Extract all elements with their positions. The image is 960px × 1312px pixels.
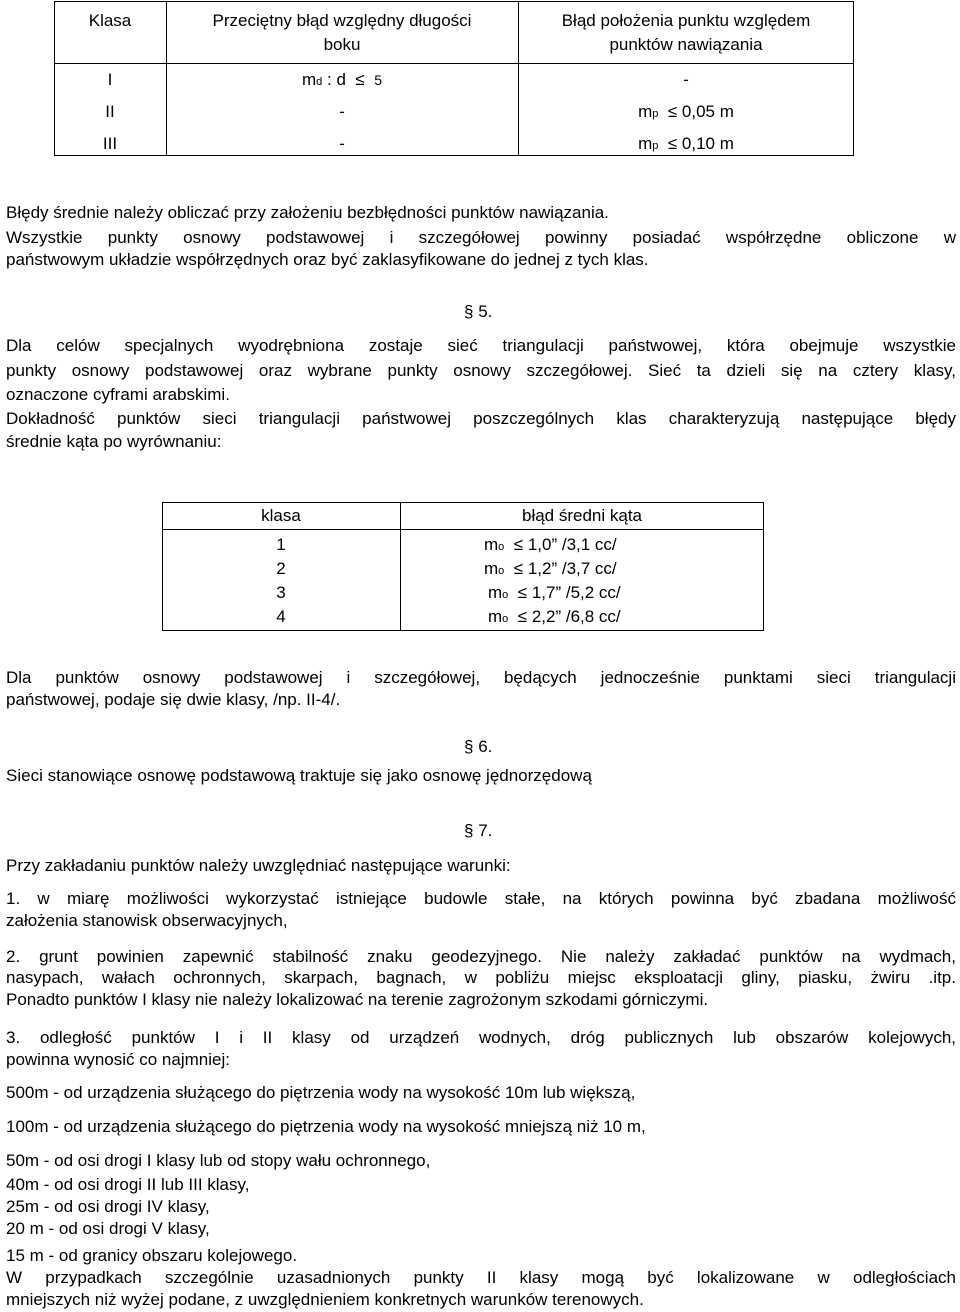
paragraph-coordinates-line1: Wszystkie punkty osnowy podstawowej i szczegółowej powinny posiadać współrzędne obliczone w: [6, 228, 956, 247]
leq-symbol: ≤: [667, 102, 678, 121]
paragraph-exceptions-line2: mniejszych niż wyżej podane, z uwzględnieniem konkretnych warunków terenowych.: [6, 1290, 644, 1309]
section-number: 5.: [478, 302, 493, 321]
value: 1,2” /3,7 cc/: [527, 559, 617, 578]
section-number: 7.: [478, 821, 493, 840]
value: 1,0” /3,1 cc/: [527, 535, 617, 554]
distance-item: 500m - od urządzenia służącego do piętrzenia wody na wysokość 10m lub większą,: [6, 1083, 636, 1102]
distance-item: 25m - od osi drogi IV klasy,: [6, 1197, 210, 1216]
section-5-heading: [464, 302, 492, 322]
condition-3-line2: powinna wynosić co najmniej:: [6, 1050, 230, 1069]
distance-item: 20 m - od osi drogi V klasy,: [6, 1219, 210, 1238]
table1-header-position-error-line1: Błąd położenia punktu względem: [561, 11, 811, 30]
symbol-m: m: [638, 102, 653, 121]
symbol-m: m: [484, 535, 499, 554]
value: 2,2” /6,8 cc/: [531, 607, 621, 626]
class-table-header-rule: [54, 63, 854, 64]
condition-2-line1: 2. grunt powinien zapewnić stabilność znaku geodezyjnego. Nie należy zakładać punktów na wydmach,: [6, 947, 956, 966]
paragraph-basic-network: Sieci stanowiące osnowę podstawową traktuje się jako osnowę jędnorzędową: [6, 766, 592, 785]
value: 5: [374, 72, 382, 88]
section-sign: §: [464, 821, 474, 840]
condition-1-line1: 1. w miarę możliwości wykorzystać istniejące budowle stałe, na których powinna być zbadana możliwość: [6, 889, 956, 908]
subscript: d: [316, 76, 323, 88]
symbol-d: : d: [327, 70, 346, 89]
symbol-m: m: [488, 583, 503, 602]
paragraph-coordinates-line2: państwowym układzie współrzędnych oraz być zaklasyfikowane do jednej z tych klas.: [6, 250, 649, 269]
paragraph-exceptions-line1: W przypadkach szczególnie uzasadnionych punkty II klasy mogą być lokalizowane w odległościach: [6, 1268, 956, 1287]
table2-row-klasa: 4: [276, 607, 286, 626]
table1-header-position-error-line2: punktów nawiązania: [609, 35, 763, 54]
leq-symbol: ≤: [513, 559, 524, 578]
table2-row-angle-error: [488, 583, 621, 603]
table1-row-length-error: [166, 70, 518, 90]
table2-header-klasa: klasa: [261, 506, 301, 525]
condition-1-line2: założenia stanowisk obserwacyjnych,: [6, 911, 288, 930]
condition-2-line2: nasypach, wałach ochronnych, skarpach, bagnach, w pobliżu miejsc eksploatacji gliny, piasku, żwiru .itp.: [6, 968, 956, 987]
leq-symbol: ≤: [517, 607, 528, 626]
subscript: p: [652, 108, 659, 120]
symbol-m: m: [488, 607, 503, 626]
table1-header-position-error: [518, 11, 854, 55]
table1-row-position-error: [518, 134, 854, 154]
table1-header-length-error-line2: boku: [323, 35, 361, 54]
table2-row-klasa: 1: [276, 535, 286, 554]
paragraph-triangulation-line2: punkty osnowy podstawowej oraz wybrane punkty osnowy szczegółowej. Sieć ta dzieli się na cztery klasy,: [6, 361, 956, 380]
section-6-heading: [464, 737, 492, 757]
paragraph-triangulation-line1: Dla celów specjalnych wyodrębniona zostaje sieć triangulacji państwowej, która obejmuje wszystkie: [6, 336, 956, 355]
table2-row-klasa: 3: [276, 583, 286, 602]
section-sign: §: [464, 737, 474, 756]
subscript: p: [652, 140, 659, 152]
table2-row-angle-error: [484, 559, 617, 579]
leq-symbol: ≤: [517, 583, 528, 602]
condition-2-line3: Ponadto punktów I klasy nie należy lokalizować na terenie zagrożonym szkodami górniczymi.: [6, 990, 709, 1009]
distance-item: 15 m - od granicy obszaru kolejowego.: [6, 1246, 298, 1265]
distance-item: 40m - od osi drogi II lub III klasy,: [6, 1175, 250, 1194]
paragraph-dual-class-line1: Dla punktów osnowy podstawowej i szczegółowej, będących jednocześnie punktami sieci triangulacji: [6, 668, 956, 687]
paragraph-accuracy-line1: Dokładność punktów sieci triangulacji państwowej poszczególnych klas charakteryzują następujące błędy: [6, 409, 956, 428]
value: 1,7” /5,2 cc/: [531, 583, 621, 602]
table1-row-klasa: II: [105, 102, 115, 121]
paragraph-dual-class-line2: państwowej, podaje się dwie klasy, /np. II-4/.: [6, 690, 341, 709]
table1-header-klasa: Klasa: [88, 11, 132, 30]
symbol-m: m: [302, 70, 317, 89]
leq-symbol: ≤: [667, 134, 678, 153]
section-7-heading: [464, 821, 492, 841]
table2-row-angle-error: [488, 607, 621, 627]
subscript: o: [498, 565, 505, 577]
distance-item: 50m - od osi drogi I klasy lub od stopy wału ochronnego,: [6, 1151, 431, 1170]
table1-header-length-error: [166, 11, 518, 55]
table1-row-length-error: -: [339, 134, 345, 153]
leq-symbol: ≤: [513, 535, 524, 554]
section-number: 6.: [478, 737, 493, 756]
leq-symbol: ≤: [355, 70, 365, 89]
paragraph-triangulation-line3: oznaczone cyframi arabskimi.: [6, 385, 230, 404]
table1-header-length-error-line1: Przeciętny błąd względny długości: [212, 11, 472, 30]
table1-row-length-error: -: [339, 102, 345, 121]
condition-3-line1: 3. odległość punktów I i II klasy od urządzeń wodnych, dróg publicznych lub obszarów kolejowych,: [6, 1028, 956, 1047]
table1-row-klasa: III: [102, 134, 118, 153]
section-sign: §: [464, 302, 474, 321]
distance-item: 100m - od urządzenia służącego do piętrzenia wody na wysokość mniejszą niż 10 m,: [6, 1117, 646, 1136]
value: 0,10 m: [681, 134, 734, 153]
table1-row-klasa: I: [107, 70, 113, 89]
table2-header-angle-error: błąd średni kąta: [521, 506, 643, 525]
value: 0,05 m: [681, 102, 734, 121]
table2-row-angle-error: [484, 535, 617, 555]
subscript: o: [502, 613, 509, 625]
symbol-m: m: [638, 134, 653, 153]
subscript: o: [502, 589, 509, 601]
table2-row-klasa: 2: [276, 559, 286, 578]
symbol-m: m: [484, 559, 499, 578]
paragraph-errors-note: Błędy średnie należy obliczać przy założeniu bezbłędności punktów nawiązania.: [6, 203, 609, 222]
table1-row-position-error: [518, 102, 854, 122]
paragraph-conditions-intro: Przy zakładaniu punktów należy uwzględniać następujące warunki:: [6, 856, 511, 875]
table1-row-position-error: -: [683, 70, 689, 89]
paragraph-accuracy-line2: średnie kąta po wyrównaniu:: [6, 432, 222, 451]
subscript: o: [498, 541, 505, 553]
angle-error-table-header-rule: [162, 529, 764, 530]
